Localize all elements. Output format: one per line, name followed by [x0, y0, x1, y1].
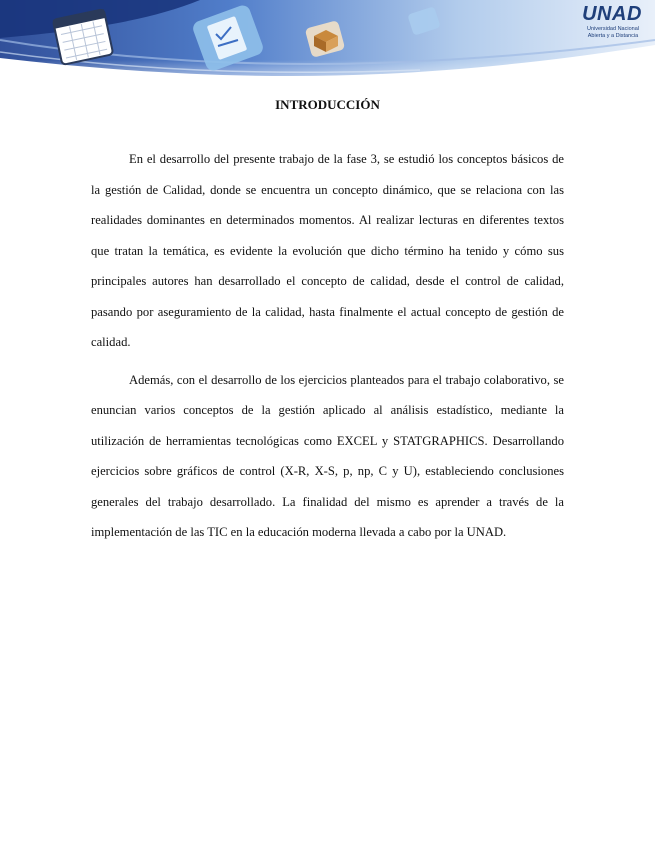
header-decoration: [0, 0, 655, 95]
header-banner: [0, 0, 655, 95]
logo-text: UNAD: [582, 3, 642, 25]
calendar-icon: [53, 9, 113, 65]
logo-subtitle: Universidad Nacional Abierta y a Distancia: [587, 26, 639, 39]
paragraph: En el desarrollo del presente trabajo de la fase 3, se estudió los conceptos básicos de la gestión de Calidad, donde se encuentra un concepto dinámico, que se relaciona con las realidades dominantes en determinados momentos. Al realizar lecturas en diferentes textos que tratan la temática, es evidente la evolución que dicho término ha tenido y cómo sus principales autores han desarrollado el concepto de calidad, desde el control de calidad, pasando por aseguramiento de la calidad, hasta finalmente el actual concepto de gestión de calidad.: [91, 152, 564, 349]
document-body: [91, 144, 564, 548]
paragraph: Además, con el desarrollo de los ejercicios planteados para el trabajo colaborativo, se enuncian varios conceptos de la gestión aplicado al análisis estadístico, mediante la utilización de herramientas tecnológicas como EXCEL y STATGRAPHICS. Desarrollando ejercicios sobre gráficos de control (X-R, X-S, p, np, C y U), estableciendo conclusiones generales del trabajo desarrollado. La finalidad del mismo es aprender a través de la implementación de las TIC en la educación moderna llevada a cabo por la UNAD.: [91, 372, 564, 539]
unad-logo: [576, 2, 648, 52]
page-title: INTRODUCCIÓN: [275, 97, 380, 112]
